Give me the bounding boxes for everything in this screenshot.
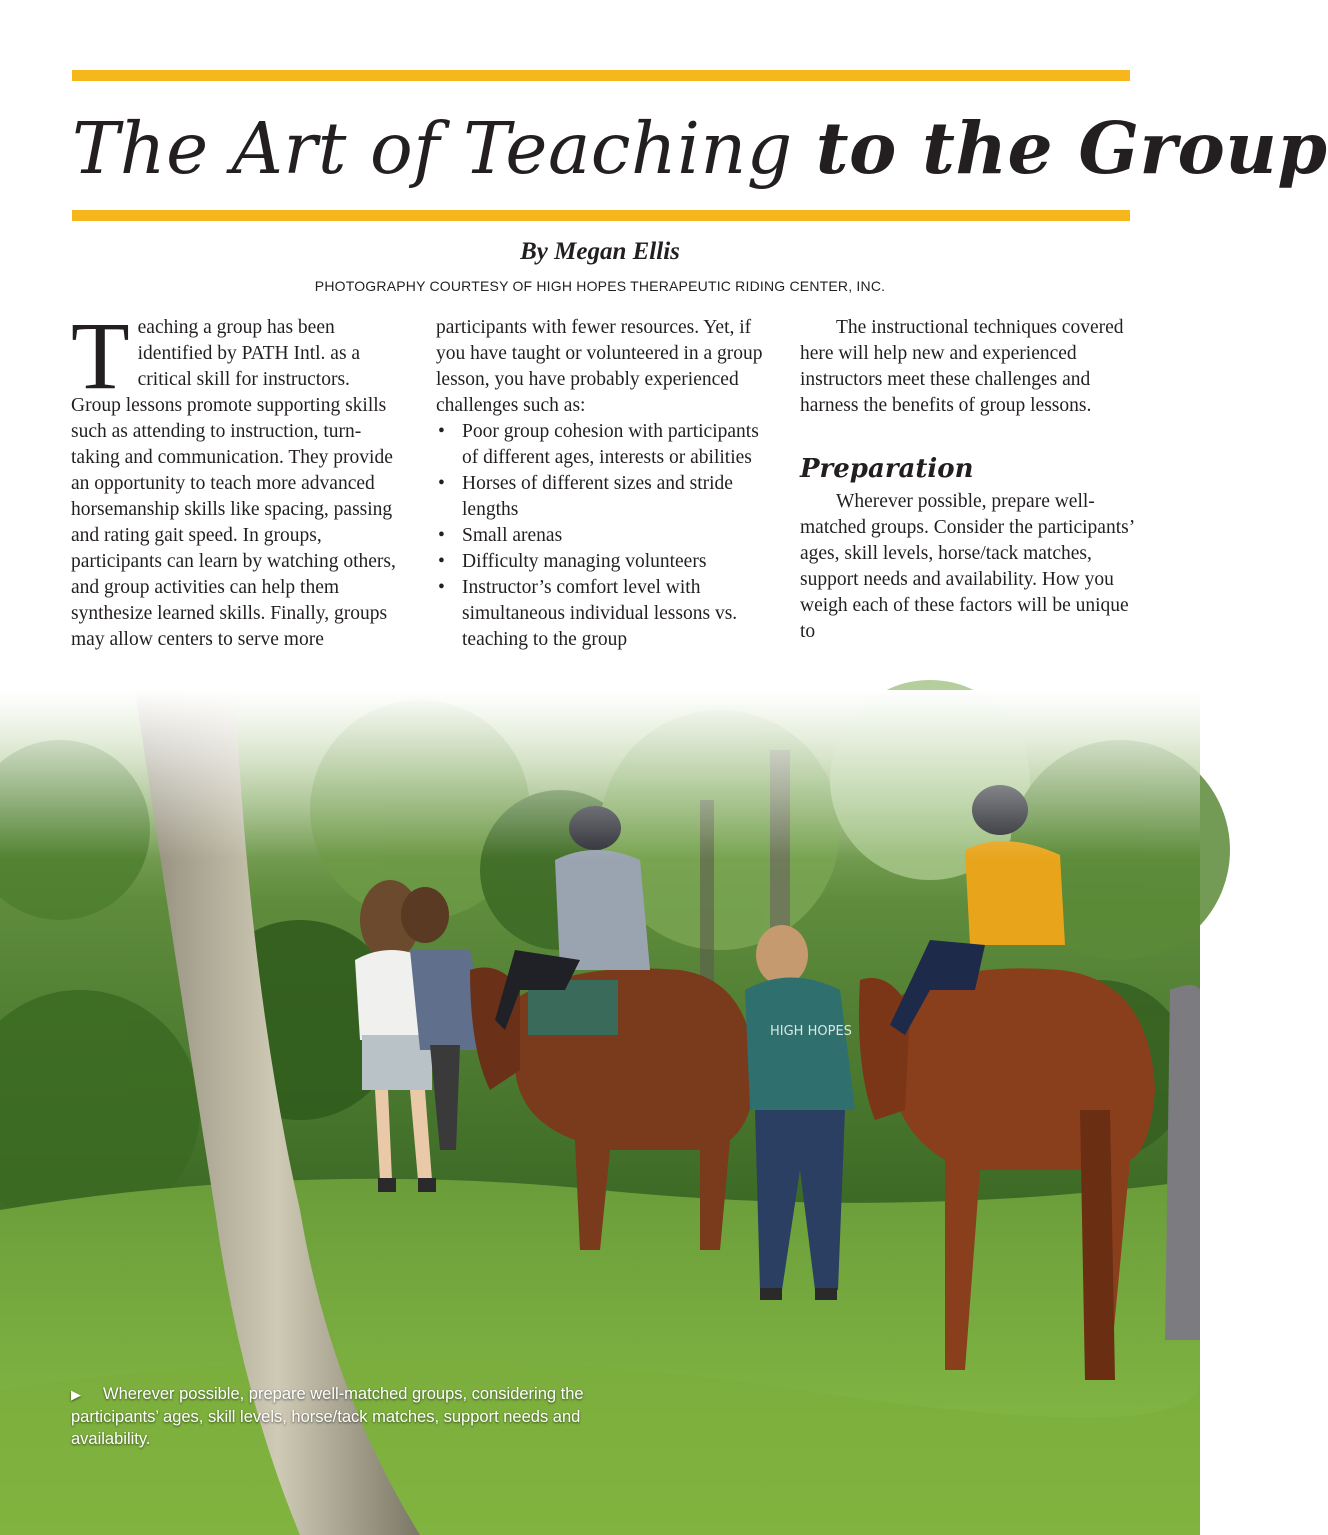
photo-credit: PHOTOGRAPHY COURTESY OF HIGH HOPES THERAPEUTIC RIDING CENTER, INC. bbox=[314, 278, 886, 294]
intro-paragraph: eaching a group has been identified by PATH Intl. as a critical skill for instructors. Group lessons promote supporting skills such as attending to instruction, turn-taking and communication. They provide an opportunity to teach more advanced horsemanship skills like spacing, passing and rating gait speed. In groups, participants can learn by watching others, and group activities can help them synthesize learned skills. Finally, groups may allow centers to serve more bbox=[71, 317, 396, 650]
list-item bbox=[436, 549, 776, 575]
list-item bbox=[436, 523, 776, 549]
byline: By Megan Ellis bbox=[520, 238, 680, 265]
top-accent-rule bbox=[72, 70, 1130, 81]
bullet-icon: • bbox=[438, 525, 445, 546]
drop-cap: T bbox=[71, 302, 130, 409]
article-column-1 bbox=[71, 302, 401, 653]
section-heading-preparation: Preparation bbox=[800, 454, 974, 484]
bottom-accent-rule bbox=[72, 210, 1130, 221]
article-title bbox=[72, 100, 1328, 197]
challenges-intro: participants with fewer resources. Yet, if you have taught or volunteered in a group lesson, you have probably experienced challenges such as: bbox=[436, 317, 763, 416]
list-item-text: Poor group cohesion with participants of different ages, interests or abilities bbox=[462, 421, 759, 468]
list-item-text: Small arenas bbox=[462, 525, 563, 546]
list-item bbox=[436, 419, 776, 471]
title-light: The Art of Teaching bbox=[72, 107, 793, 190]
article-column-2 bbox=[436, 315, 776, 653]
article-column-3 bbox=[800, 315, 1140, 645]
techniques-paragraph: The instructional techniques covered here will help new and experienced instructors meet these challenges and harness the benefits of group lessons. bbox=[800, 317, 1124, 416]
title-bold: to the Group bbox=[815, 106, 1328, 190]
preparation-paragraph: Wherever possible, prepare well-matched groups. Consider the participants’ ages, skill levels, horse/tack matches, support needs and availability. How you weigh each of these factors will be unique to bbox=[800, 491, 1134, 642]
bullet-icon: • bbox=[438, 551, 445, 572]
list-item bbox=[436, 471, 776, 523]
caption-arrow-icon: ▶ bbox=[71, 1387, 81, 1402]
list-item-text: Horses of different sizes and stride lengths bbox=[462, 473, 733, 520]
list-item-text: Difficulty managing volunteers bbox=[462, 551, 707, 572]
bullet-icon: • bbox=[438, 577, 445, 598]
list-item bbox=[436, 575, 776, 653]
challenges-list bbox=[436, 419, 776, 653]
photo-caption bbox=[71, 1383, 631, 1450]
bullet-icon: • bbox=[438, 473, 445, 494]
bullet-icon: • bbox=[438, 421, 445, 442]
list-item-text: Instructor’s comfort level with simultaneous individual lessons vs. teaching to the group bbox=[462, 577, 738, 650]
caption-text: Wherever possible, prepare well-matched groups, considering the participants’ ages, skill levels, horse/tack matches, support needs and availability. bbox=[71, 1385, 584, 1448]
